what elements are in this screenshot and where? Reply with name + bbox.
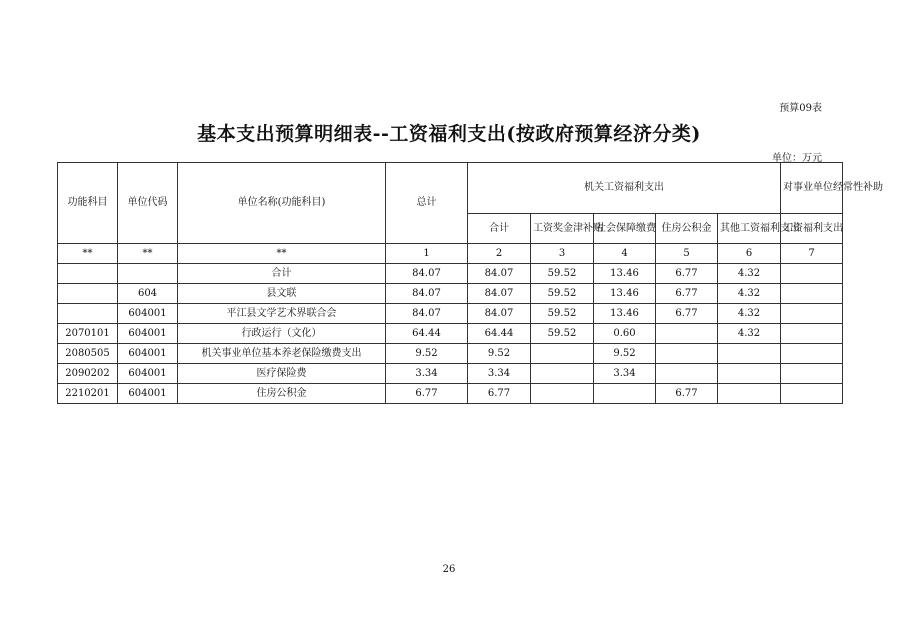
index-cell: 1 <box>386 244 468 264</box>
index-cell: ** <box>118 244 178 264</box>
table-row <box>58 324 843 344</box>
subtotal-cell: 84.07 <box>468 264 531 284</box>
unit-name-cell: 县文联 <box>178 284 386 304</box>
unit-code-cell: 604001 <box>118 344 178 364</box>
wage-cell <box>531 364 594 384</box>
page-number: 26 <box>442 564 456 575</box>
budget-table <box>57 162 883 404</box>
subtotal-cell: 9.52 <box>468 344 531 364</box>
other-cell <box>718 344 781 364</box>
social-cell <box>594 384 656 404</box>
header-housing-fund: 住房公积金 <box>656 214 718 244</box>
housing-cell <box>656 364 718 384</box>
header-subsidy-top: 对事业单位经常性补助 <box>781 163 843 214</box>
housing-cell: 6.77 <box>656 284 718 304</box>
housing-cell <box>656 324 718 344</box>
social-cell: 13.46 <box>594 264 656 284</box>
subtotal-cell: 84.07 <box>468 304 531 324</box>
subtotal-cell: 6.77 <box>468 384 531 404</box>
subsidy-cell <box>781 364 843 384</box>
social-cell: 3.34 <box>594 364 656 384</box>
subsidy-cell <box>781 284 843 304</box>
func-subject-cell: 2210201 <box>58 384 118 404</box>
unit-code-cell: 604001 <box>118 304 178 324</box>
social-cell: 13.46 <box>594 304 656 324</box>
header-total: 总计 <box>386 163 468 244</box>
unit-name-cell: 平江县文学艺术界联合会 <box>178 304 386 324</box>
unit-name-cell: 机关事业单位基本养老保险缴费支出 <box>178 344 386 364</box>
other-cell: 4.32 <box>718 304 781 324</box>
func-subject-cell: 2080505 <box>58 344 118 364</box>
other-cell: 4.32 <box>718 284 781 304</box>
unit-name-cell: 合计 <box>178 264 386 284</box>
subsidy-cell <box>781 324 843 344</box>
unit-code-cell: 604001 <box>118 384 178 404</box>
index-cell: 5 <box>656 244 718 264</box>
total-cell: 64.44 <box>386 324 468 344</box>
total-cell: 84.07 <box>386 264 468 284</box>
total-cell: 6.77 <box>386 384 468 404</box>
housing-cell: 6.77 <box>656 384 718 404</box>
other-cell <box>718 384 781 404</box>
other-cell: 4.32 <box>718 264 781 284</box>
unit-name-cell: 行政运行（文化） <box>178 324 386 344</box>
housing-cell: 6.77 <box>656 304 718 324</box>
header-subtotal: 合计 <box>468 214 531 244</box>
wage-cell: 59.52 <box>531 304 594 324</box>
social-cell: 0.60 <box>594 324 656 344</box>
social-cell: 9.52 <box>594 344 656 364</box>
wage-cell <box>531 344 594 364</box>
func-subject-cell <box>58 284 118 304</box>
header-group: 机关工资福利支出 <box>468 163 781 214</box>
wage-cell: 59.52 <box>531 324 594 344</box>
table-row-total <box>58 264 843 284</box>
header-other-welfare: 其他工资福利支出 <box>718 214 781 244</box>
other-cell: 4.32 <box>718 324 781 344</box>
table-row <box>58 384 843 404</box>
subtotal-cell: 84.07 <box>468 284 531 304</box>
unit-code-cell: 604 <box>118 284 178 304</box>
unit-name-cell: 医疗保险费 <box>178 364 386 384</box>
total-cell: 84.07 <box>386 284 468 304</box>
unit-code-cell: 604001 <box>118 364 178 384</box>
func-subject-cell <box>58 264 118 284</box>
header-func-subject: 功能科目 <box>58 163 118 244</box>
index-cell: 6 <box>718 244 781 264</box>
unit-code-cell <box>118 264 178 284</box>
total-cell: 9.52 <box>386 344 468 364</box>
table-row <box>58 284 843 304</box>
unit-label: 单位：万元 <box>772 153 822 164</box>
subsidy-cell <box>781 304 843 324</box>
index-cell: 7 <box>781 244 843 264</box>
header-unit-code: 单位代码 <box>118 163 178 244</box>
index-cell: 4 <box>594 244 656 264</box>
subtotal-cell: 64.44 <box>468 324 531 344</box>
index-cell: ** <box>178 244 386 264</box>
table-row <box>58 344 843 364</box>
table-row <box>58 304 843 324</box>
func-subject-cell: 2090202 <box>58 364 118 384</box>
index-cell: 2 <box>468 244 531 264</box>
total-cell: 84.07 <box>386 304 468 324</box>
total-cell: 3.34 <box>386 364 468 384</box>
page-title: 基本支出预算明细表--工资福利支出(按政府预算经济分类) <box>197 123 701 145</box>
func-subject-cell <box>58 304 118 324</box>
index-row <box>58 244 843 264</box>
other-cell <box>718 364 781 384</box>
table-row <box>58 364 843 384</box>
subsidy-cell <box>781 264 843 284</box>
wage-cell: 59.52 <box>531 264 594 284</box>
form-number: 预算09表 <box>779 103 822 114</box>
header-unit-name: 单位名称(功能科目) <box>178 163 386 244</box>
wage-cell <box>531 384 594 404</box>
subtotal-cell: 3.34 <box>468 364 531 384</box>
social-cell: 13.46 <box>594 284 656 304</box>
housing-cell: 6.77 <box>656 264 718 284</box>
unit-code-cell: 604001 <box>118 324 178 344</box>
header-wage-bonus: 工资奖金津补贴 <box>531 214 594 244</box>
subsidy-cell <box>781 384 843 404</box>
unit-name-cell: 住房公积金 <box>178 384 386 404</box>
subsidy-cell <box>781 344 843 364</box>
header-social-security: 社会保障缴费 <box>594 214 656 244</box>
wage-cell: 59.52 <box>531 284 594 304</box>
index-cell: 3 <box>531 244 594 264</box>
func-subject-cell: 2070101 <box>58 324 118 344</box>
housing-cell <box>656 344 718 364</box>
header-subsidy-welfare: 工资福利支出 <box>781 214 843 244</box>
index-cell: ** <box>58 244 118 264</box>
